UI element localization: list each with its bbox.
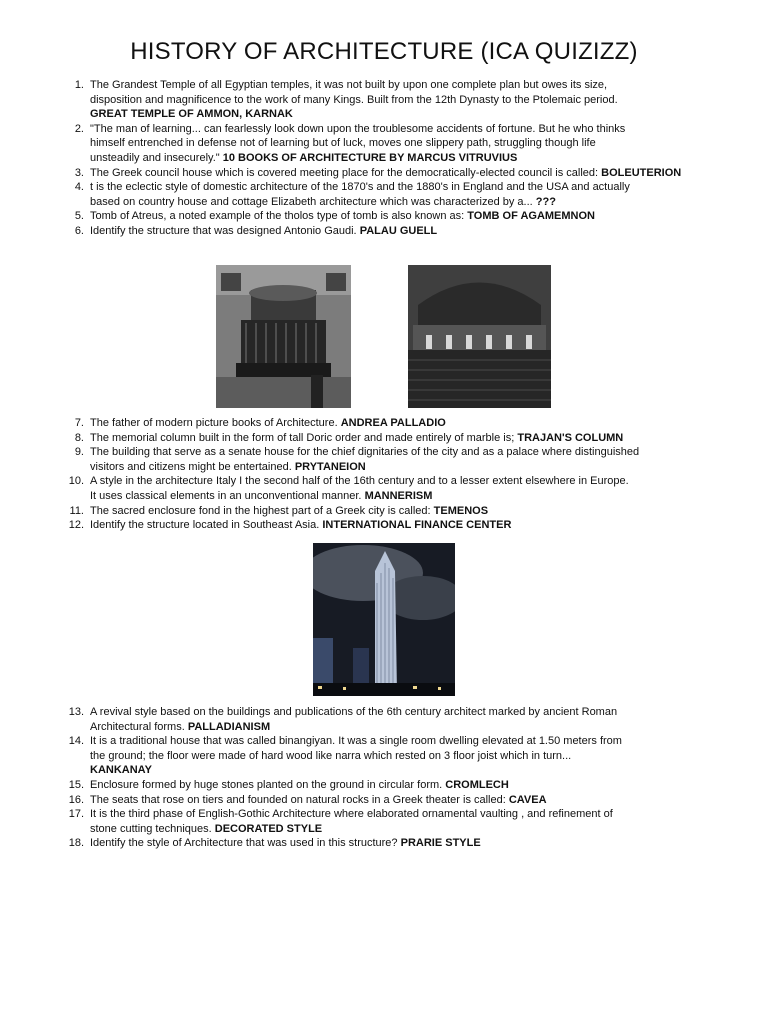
answer-text: PRYTANEION — [294, 460, 366, 473]
question-list-group-2 — [66, 416, 726, 533]
answer-text: BOLEUTERION — [601, 166, 682, 179]
question-text: stone cutting techniques. — [90, 822, 212, 835]
question-text: unsteadily and insecurely." — [90, 151, 220, 164]
question-item — [66, 166, 726, 181]
question-number: 11. — [69, 504, 84, 517]
question-text: The sacred enclosure fond in the highest part of a Greek city is called: — [90, 504, 431, 517]
answer-text: CAVEA — [508, 793, 547, 806]
question-number: 4. — [74, 181, 84, 194]
answer-text: TOMB OF AGAMEMNON — [467, 210, 595, 223]
question-text: It is the third phase of English-Gothic Architecture where elaborated ornamental vaulting , and refinement of — [90, 808, 613, 821]
question-item — [66, 445, 726, 474]
question-item — [66, 180, 726, 209]
answer-text: CROMLECH — [445, 778, 509, 791]
question-number: 2. — [74, 122, 84, 135]
answer-text: TEMENOS — [433, 504, 489, 517]
question-text: Identify the structure located in Southeast Asia. — [90, 519, 323, 532]
answer-text: INTERNATIONAL FINANCE CENTER — [322, 519, 512, 532]
answer-text: TRAJAN'S COLUMN — [517, 431, 624, 444]
question-text: Architectural forms. — [90, 720, 185, 733]
question-text: The building that serve as a senate house for the chief dignitaries of the city and as a palace where distinguished — [90, 446, 640, 459]
question-item — [66, 705, 726, 734]
answer-text: MANNERISM — [364, 489, 433, 502]
question-item — [66, 793, 726, 808]
question-number: 12. — [68, 519, 84, 532]
question-item — [66, 807, 726, 836]
question-number: 14. — [68, 735, 84, 748]
answer-text: PRARIE STYLE — [400, 837, 481, 850]
question-text: The Grandest Temple of all Egyptian temples, it was not built by upon one complete plan but owes its size, — [90, 79, 608, 91]
answer-text: PALAU GUELL — [359, 224, 438, 237]
question-text: A revival style based on the buildings and publications of the 6th century architect marked by ancient Roman — [90, 706, 618, 718]
question-text: Tomb of Atreus, a noted example of the tholos type of tomb is also known as: — [90, 210, 465, 223]
question-text: Enclosure formed by huge stones planted on the ground in circular form. — [90, 778, 446, 791]
question-item — [66, 836, 726, 851]
answer-text: ANDREA PALLADIO — [340, 417, 446, 429]
question-text: "The man of learning... can fearlessly look down upon the troublesome accidents of fortune. But he who thinks — [90, 122, 626, 135]
question-number: 15. — [68, 778, 84, 791]
question-text: The memorial column built in the form of tall Doric order and made entirely of marble is; — [90, 431, 515, 444]
question-number: 10. — [68, 475, 84, 488]
answer-text: PALLADIANISM — [187, 720, 271, 733]
question-item — [66, 431, 726, 446]
international-finance-center-photo — [313, 543, 455, 696]
question-number: 3. — [74, 166, 84, 179]
question-item — [66, 78, 726, 122]
question-number: 7. — [74, 417, 84, 429]
question-number: 16. — [68, 793, 84, 806]
question-text: the ground; the floor were made of hard wood like narra which rested on 3 floor joist which in turn... — [90, 749, 572, 762]
palau-guell-photo-right — [408, 265, 551, 408]
question-item — [66, 416, 726, 431]
page-title: HISTORY OF ARCHITECTURE (ICA QUIZIZZ) — [130, 38, 638, 65]
question-item — [66, 778, 726, 793]
question-text: A style in the architecture Italy I the second half of the 16th century and to a lesser extent elsewhere in Europe. — [90, 475, 629, 488]
answer-text: 10 BOOKS OF ARCHITECTURE BY MARCUS VITRUVIUS — [222, 151, 518, 164]
question-text: The Greek council house which is covered meeting place for the democratically-elected council is called: — [90, 166, 599, 179]
question-number: 6. — [74, 224, 84, 237]
answer-text: ??? — [535, 195, 556, 208]
question-number: 17. — [68, 808, 84, 821]
question-text: himself entrenched in defense not of learning but of luck, moves one slippery path, struggling though life — [90, 137, 596, 150]
question-text: It is a traditional house that was called binangiyan. It was a single room dwelling elevated at 1.50 meters from — [90, 735, 622, 748]
question-list-group-3 — [66, 705, 726, 851]
question-text: t is the eclectic style of domestic architecture of the 1870's and the 1880's in England and the USA and actually — [90, 181, 630, 194]
question-item — [66, 504, 726, 519]
question-text: based on country house and cottage Elizabeth architecture which was characterized by a... — [90, 195, 533, 208]
question-text: visitors and citizens might be entertained. — [90, 460, 292, 473]
answer-text: KANKANAY — [90, 764, 152, 777]
question-item — [66, 734, 726, 778]
question-list-group-1 — [66, 78, 726, 239]
question-text: Identify the structure that was designed Antonio Gaudi. — [90, 224, 357, 237]
question-item — [66, 122, 726, 166]
question-number: 18. — [68, 837, 84, 850]
question-text: It uses classical elements in an unconventional manner. — [90, 489, 362, 502]
question-number: 9. — [74, 446, 84, 459]
question-item — [66, 474, 726, 503]
question-text: disposition and magnificence to the work of many Kings. Built from the 12th Dynasty to the Ptolemaic period. — [90, 93, 618, 106]
question-item — [66, 224, 726, 239]
question-number: 8. — [74, 431, 84, 444]
question-text: The seats that rose on tiers and founded on natural rocks in a Greek theater is called: — [90, 793, 506, 806]
question-number: 5. — [74, 210, 84, 223]
question-number: 13. — [68, 706, 84, 718]
question-item — [66, 209, 726, 224]
answer-text: DECORATED STYLE — [214, 822, 323, 835]
palau-guell-photo-left — [216, 265, 351, 408]
question-item — [66, 518, 726, 533]
question-text: Identify the style of Architecture that was used in this structure? — [90, 837, 398, 850]
answer-text: GREAT TEMPLE OF AMMON, KARNAK — [90, 108, 293, 121]
question-text: The father of modern picture books of Architecture. — [90, 417, 338, 429]
question-number: 1. — [74, 79, 84, 91]
